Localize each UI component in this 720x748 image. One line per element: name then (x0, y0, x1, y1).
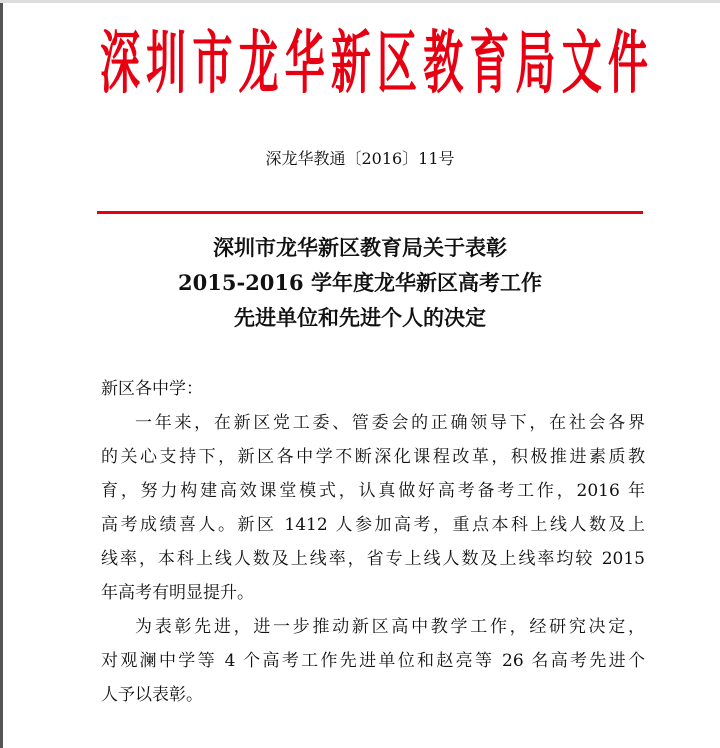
masthead-char: 区 (377, 23, 418, 104)
masthead-char: 华 (284, 23, 325, 104)
body-line: 为表彰先进，进一步推动新区高中教学工作，经研究决定， (135, 617, 645, 637)
window-border-left (0, 0, 3, 748)
masthead-char: 新 (330, 23, 371, 104)
document-title-line-2: 2015-2016 学年度龙华新区高考工作 (178, 270, 542, 295)
red-divider-line (97, 211, 643, 214)
masthead-char: 市 (192, 23, 233, 104)
body-line: 对观澜中学等 4 个高考工作先进单位和赵亮等 26 名高考先进个 (101, 651, 645, 671)
window-border-top (0, 0, 720, 3)
masthead-char: 龙 (238, 23, 279, 104)
masthead-char: 文 (561, 23, 602, 104)
masthead-char: 教 (423, 23, 464, 104)
masthead-char: 局 (515, 23, 556, 104)
masthead-char: 件 (607, 23, 648, 104)
document-title-line-3: 先进单位和先进个人的决定 (234, 305, 486, 330)
document-number: 深龙华教通〔2016〕11号 (265, 149, 455, 168)
body-line: 高考成绩喜人。新区 1412 人参加高考，重点本科上线人数及上 (101, 515, 645, 535)
body-line: 年高考有明显提升。 (101, 583, 254, 603)
body-line: 育，努力构建高效课堂模式，认真做好高考备考工作，2016 年 (101, 481, 645, 501)
masthead-char: 圳 (146, 23, 187, 104)
body-line: 人予以表彰。 (101, 685, 203, 705)
body-line: 线率，本科上线人数及上线率，省专上线人数及上线率均较 2015 (101, 549, 645, 569)
body-line: 一年来，在新区党工委、管委会的正确领导下，在社会各界 (135, 413, 645, 433)
body-line: 的关心支持下，新区各中学不断深化课程改革，积极推进素质教 (101, 447, 645, 467)
masthead-char: 深 (100, 23, 140, 104)
salutation: 新区各中学： (101, 379, 203, 399)
masthead-char: 育 (469, 23, 510, 104)
document-title-line-1: 深圳市龙华新区教育局关于表彰 (213, 235, 507, 260)
document-masthead (100, 22, 648, 104)
